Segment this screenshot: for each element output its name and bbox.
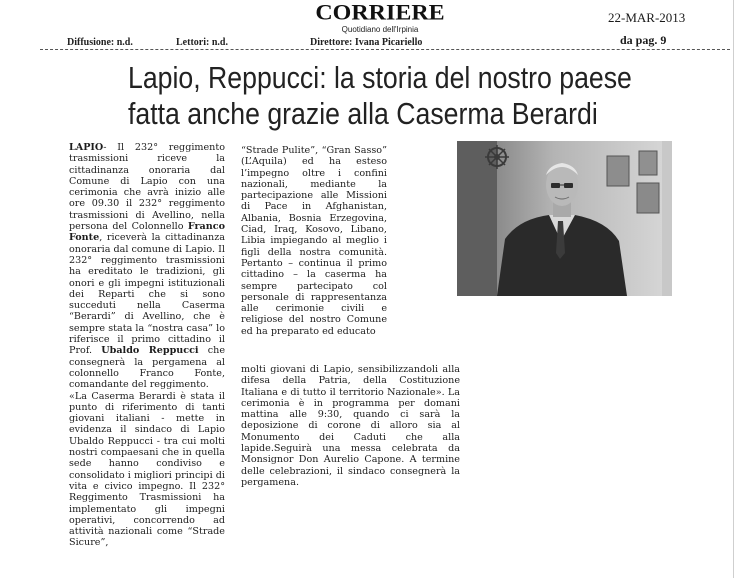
- dateline: LAPIO: [69, 142, 104, 153]
- photo-portrait-man: [457, 141, 672, 296]
- lettori-field: [176, 37, 228, 48]
- lettori-value: n.d.: [211, 37, 228, 48]
- direttore-label: Direttore:: [310, 37, 353, 48]
- newspaper-masthead: [300, 2, 460, 34]
- diffusione-field: [67, 37, 133, 48]
- article-column-2: [241, 145, 387, 337]
- page-label: da pag.: [620, 33, 658, 47]
- name-franco-fonte: Franco Fonte: [69, 221, 225, 244]
- direttore-field: [310, 37, 422, 48]
- page-number: 9: [660, 33, 667, 47]
- page-edge: [733, 0, 734, 578]
- diffusione-label: Diffusione:: [67, 37, 115, 48]
- article-headline: [128, 60, 632, 132]
- page-reference: [620, 33, 666, 48]
- newspaper-logo: CORRIERE: [315, 1, 445, 25]
- paragraph-1-text: - Il 232° reggimento trasmissioni riceve la cittadinanza onoraria dal Comune di Lapio con una cerimonia che avrà inizio alle ore 09.30 il 232° reggimento trasmissioni di Avellino, nella persona del Colonnello: [69, 142, 225, 233]
- header-divider: [40, 49, 730, 50]
- name-ubaldo-reppucci: Ubaldo Reppucci: [101, 345, 199, 357]
- article-column-1: [69, 142, 225, 549]
- headline-line-1: Lapio, Reppucci: la storia del nostro paese: [128, 60, 632, 95]
- article-photo: [457, 141, 672, 296]
- paragraph-1-text-3: che consegnerà la pergamena al colonnello Franco Fonte, comandante del reggimento.: [69, 345, 226, 391]
- lettori-label: Lettori:: [176, 37, 210, 48]
- article-paragraph-2: «La Caserma Berardi è stata il punto di riferimento di tanti giovani italiani - mette in evidenza il sindaco di Lapio Ubaldo Reppucci - tra cui molti nostri compaesani che in quella sede hanno condiviso e consolidato i migliori principi di vita e civico impegno. Il 232° Reggimento Trasmissioni ha implementato gli impegni operativi, concorrendo ad attività nazionali come “Strade Sicure”,: [69, 390, 225, 549]
- publication-date: 22-MAR-2013: [608, 10, 686, 25]
- paragraph-1-text-2: , riceverà la cittadinanza onoraria dal comune di Lapio. Il 232° reggimento trasmissioni ha ereditato le tradizioni, gli onori e gli impegni istituzionali dei Reparti che si sono succeduti nella Caserma “Berardi” di Avellino, che è sempre stata la “nostra casa” lo riferisce il primo cittadino il Prof.: [69, 232, 225, 357]
- newspaper-subtitle: Quotidiano dell'Irpinia: [341, 25, 419, 34]
- diffusione-value: n.d.: [116, 37, 133, 48]
- article-paragraph-1: [69, 142, 225, 391]
- column-3-text: molti giovani di Lapio, sensibilizzandoli alla difesa della Patria, della Costituzione Italiana e di tutto il territorio Nazionale». La cerimonia è in programma per domani mattina alle 9:30, quando ci sarà la deposizione di corone di alloro sia al Monumento dei Caduti che alla lapide.Seguirà una messa celebrata da Monsignor Don Aurelio Capone. A termine delle celebrazioni, il sindaco consegnerà la pergamena.: [241, 364, 460, 488]
- headline-line-2: fatta anche grazie alla Caserma Berardi: [128, 96, 598, 131]
- direttore-value: Ivana Picariello: [354, 37, 423, 48]
- article-column-3: [241, 364, 460, 488]
- column-2-text: “Strade Pulite”, “Gran Sasso” (L’Aquila) ed ha esteso l’impegno oltre i confini nazionali, mediante la partecipazione alle Missioni di Pace in Afghanistan, Albania, Bosnia Erzegovina, Ciad, Iraq, Kosovo, Libano, Libia impiegando al meglio i figli della nostra comunità. Pertanto – continua il primo cittadino – la caserma ha sempre partecipato col personale di rappresentanza alle cerimonie civili e religiose del nostro Comune ed ha preparato ed educato: [241, 145, 387, 337]
